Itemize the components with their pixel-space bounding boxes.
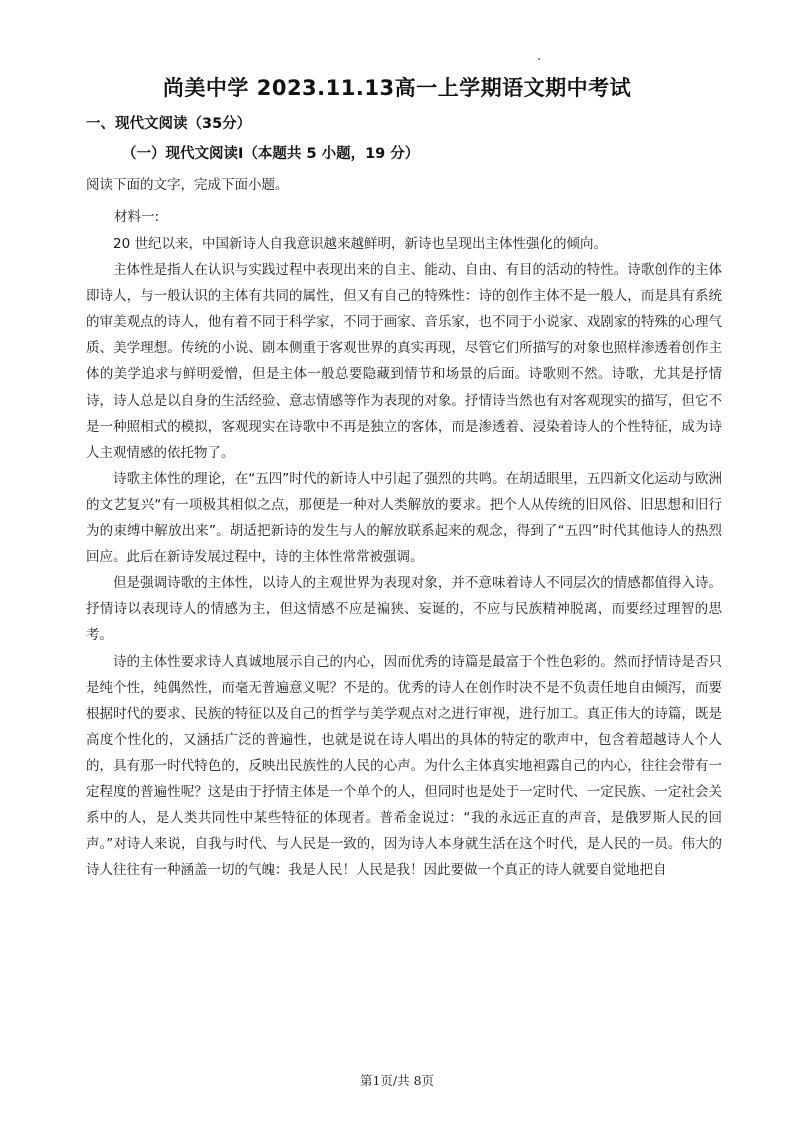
reading-instruction: 阅读下面的文字，完成下面小题。 — [86, 177, 289, 193]
material-label: 材料一: — [114, 209, 160, 225]
article-paragraph: 但是强调诗歌的主体性，以诗人的主观世界为表现对象，并不意味着诗人不同层次的情感都值得入诗。抒情诗以表现诗人的情感为主，但这情感不应是褊狭、妄诞的，不应与民族精神脱离，而要经过理智的思考。 — [86, 575, 722, 644]
section-heading: 一、现代文阅读（35分） — [86, 116, 252, 132]
page-number: 第1页/共 8页 — [359, 1073, 435, 1088]
scan-speck — [538, 58, 540, 60]
article-paragraph: 主体性是指人在认识与实践过程中表现出来的自主、能动、自由、有目的活动的特性。诗歌创作的主体即诗人，与一般认识的主体有共同的属性，但又有自己的特殊性：诗的创作主体不是一般人，而是具有系统的审美观点的诗人，他有着不同于科学家，不同于画家、音乐家，也不同于小说家、戏剧家的特殊的心理气质、美学理想。传统的小说、剧本侧重于客观世界的真实再现，尽管它们所描写的对象也照样渗透着创作主体的美学追求与鲜明爱憎，但是主体一般总要隐藏到情节和场景的后面。诗歌则不然。诗歌，尤其是抒情诗，诗人总是以自身的生活经验、意志情感等作为表现的对象。抒情诗当然也有对客观现实的描写，但它不是一种照相式的模拟，客观现实在诗歌中不再是独立的客体，而是渗透着、浸染着诗人的个性特征，成为诗人主观情感的依托物了。 — [86, 262, 722, 461]
article-paragraph: 诗的主体性要求诗人真诚地展示自己的内心，因而优秀的诗篇是最富于个性色彩的。然而抒情诗是否只是纯个性，纯偶然性，而毫无普遍意义呢？不是的。优秀的诗人在创作时决不是不负责任地自由倾泻，而要根据时代的要求、民族的特征以及自己的哲学与美学观点对之进行审视，进行加工。真正伟大的诗篇，既是高度个性化的，又涵括广泛的普遍性，也就是说在诗人唱出的具体的特定的歌声中，包含着超越诗人个人的，具有那一时代特色的，反映出民族性的人民的心声。为什么主体真实地袒露自己的内心，往往会带有一定程度的普遍性呢？这是由于抒情主体是一个单个的人，但同时也是处于一定时代、一定民族、一定社会关系中的人，是人类共同性中某些特征的体现者。普希金说过：“我的永远正直的声音，是俄罗斯人民的回声。”对诗人来说，自我与时代、与人民是一致的，因为诗人本身就生活在这个时代，是人民的一员。伟大的诗人往往有一种涵盖一切的气魄：我是人民！人民是我！因此要做一个真正的诗人就要自觉地把自 — [86, 653, 722, 879]
subsection-heading: （一）现代文阅读Ⅰ（本题共 5 小题，19 分） — [122, 146, 420, 162]
article-body — [86, 231, 722, 883]
page-title: 尚美中学 2023.11.13高一上学期语文期中考试 — [162, 76, 632, 100]
article-paragraph: 20 世纪以来，中国新诗人自我意识越来越鲜明，新诗也呈现出主体性强化的倾向。 — [113, 236, 607, 252]
article-paragraph: 诗歌主体性的理论，在“五四”时代的新诗人中引起了强烈的共鸣。在胡适眼里，五四新文化运动与欧洲的文艺复兴“有一项极其相似之点，那便是一种对人类解放的要求。把个人从传统的旧风俗、旧思想和旧行为的束缚中解放出来”。胡适把新诗的发生与人的解放联系起来的观念，得到了“五四”时代其他诗人的热烈回应。此后在新诗发展过程中，诗的主体性常常被强调。 — [86, 470, 722, 566]
